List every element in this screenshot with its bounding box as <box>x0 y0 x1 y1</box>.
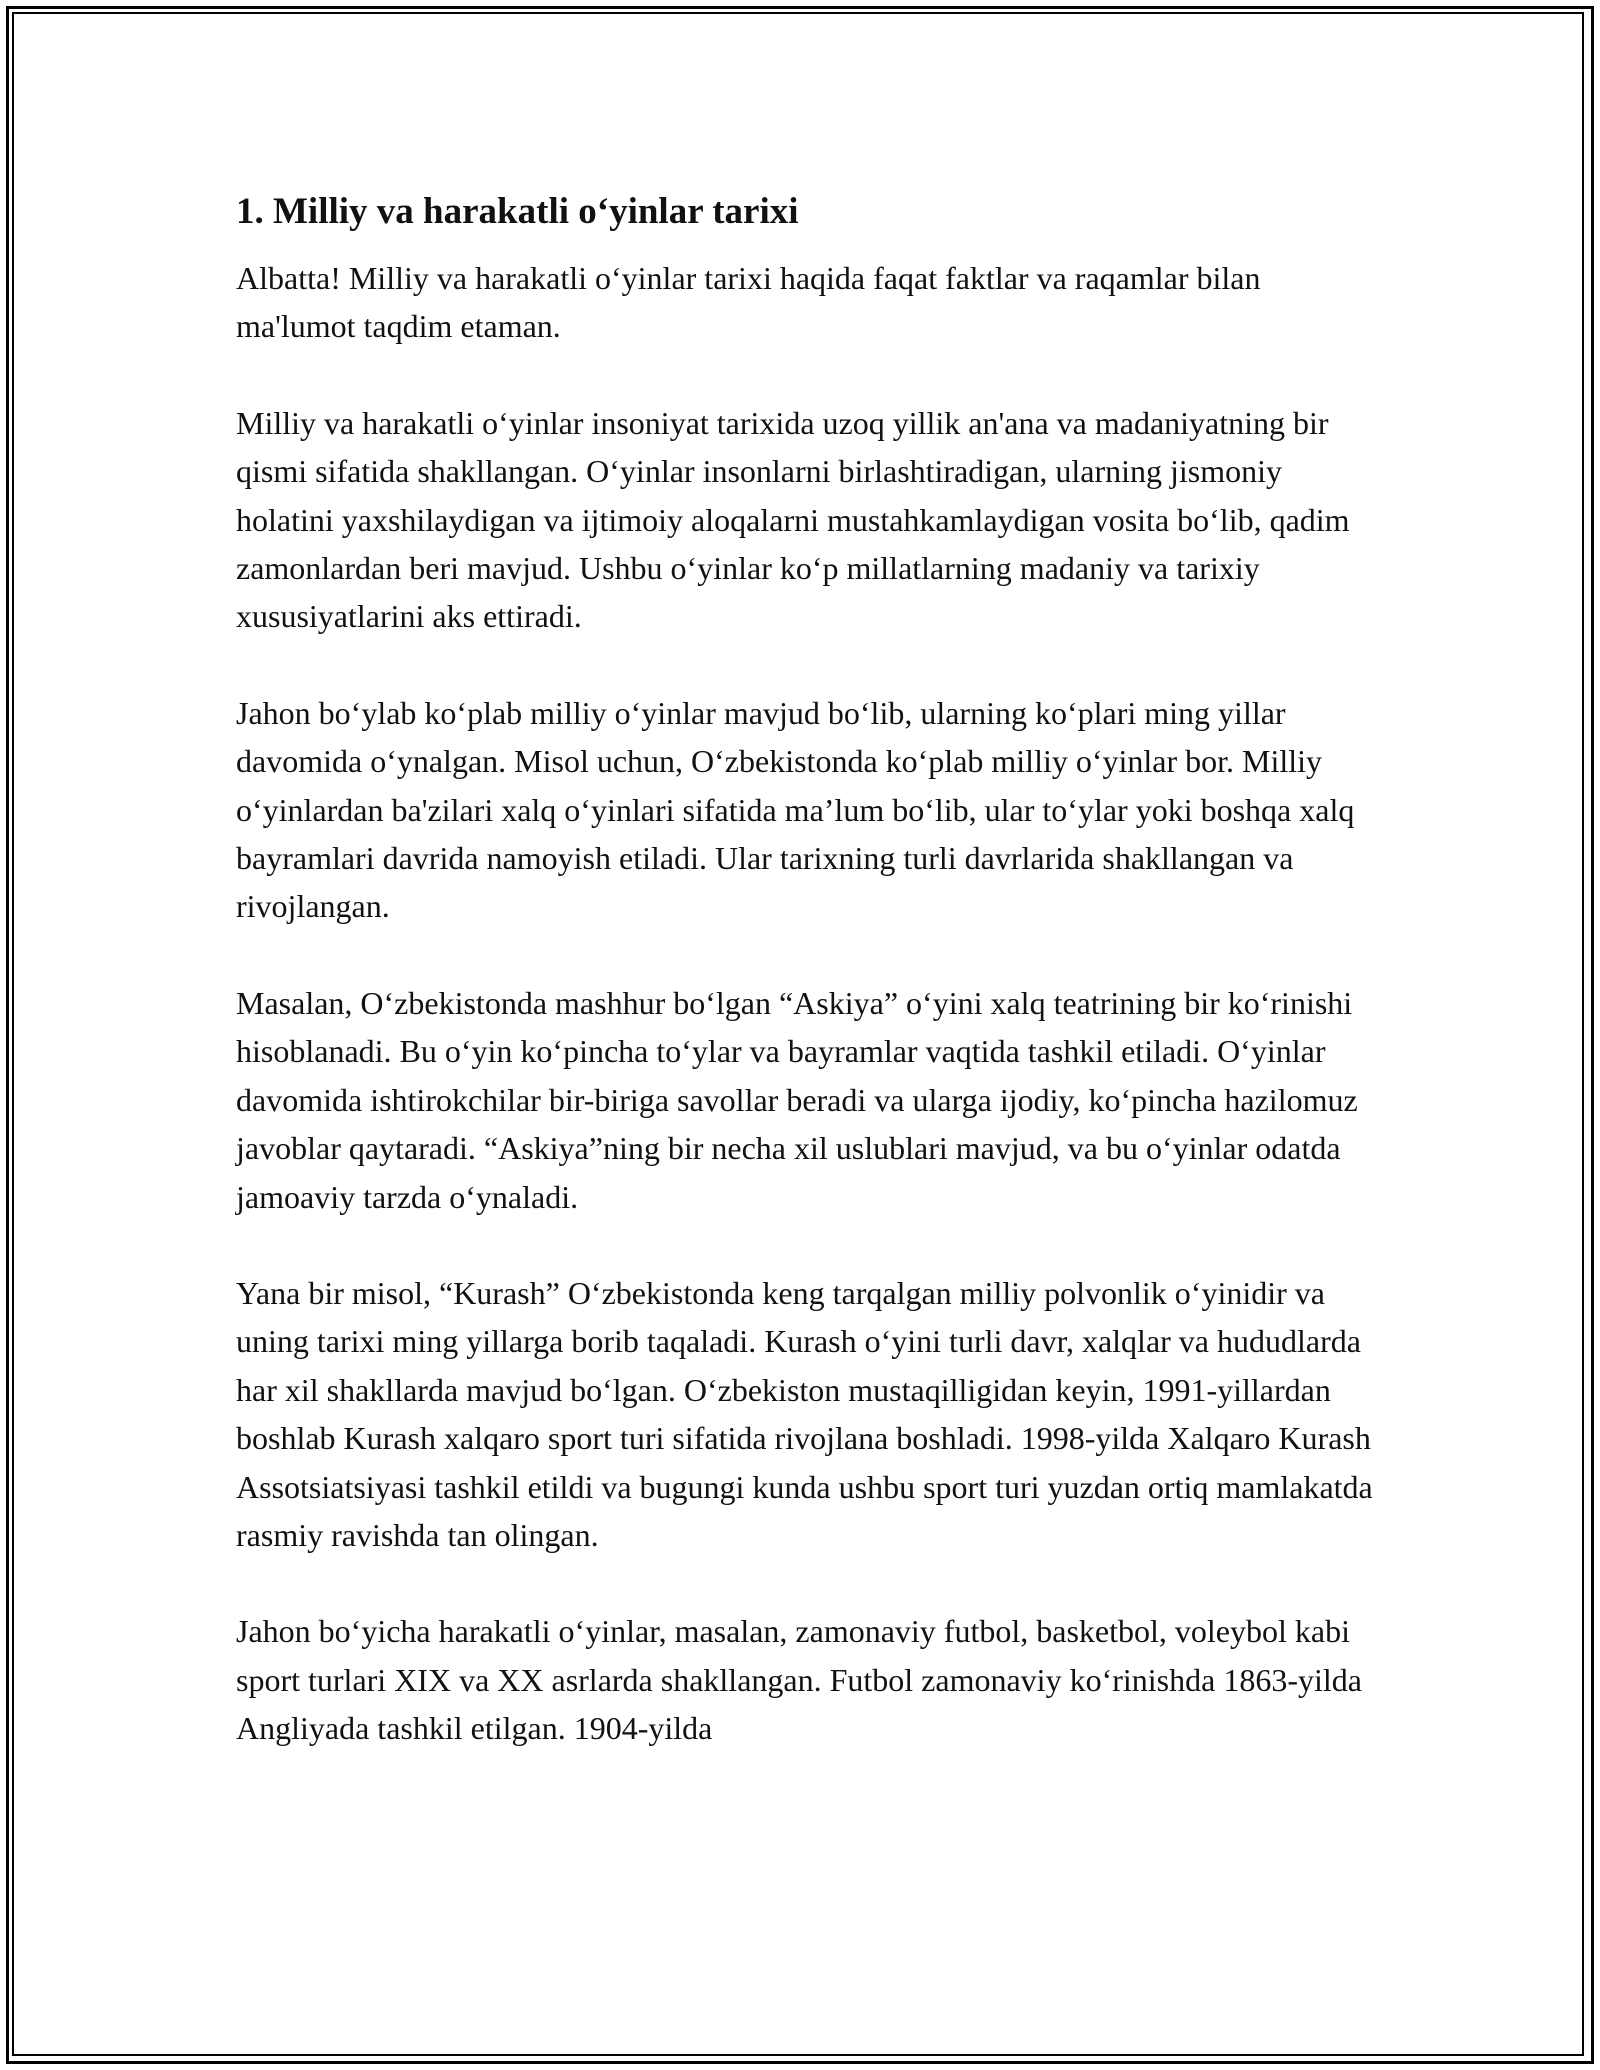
paragraph-askiya: Masalan, O‘zbekistonda mashhur bo‘lgan “Askiya” o‘yini xalq teatrining bir ko‘rinishi hisoblanadi. Bu o‘yin ko‘pincha to‘ylar va bayramlar vaqtida tashkil etiladi. O‘yinlar davomida ishtirokchilar bir-biriga savollar beradi va ularga ijodiy, ko‘pincha hazilomuz javoblar qaytaradi. “Askiya”ning bir necha xil uslublari mavjud, va bu o‘yinlar odatda jamoaviy tarzda o‘ynaladi. <box>236 984 1358 1215</box>
paragraph-national-games: Jahon bo‘ylab ko‘plab milliy o‘yinlar mavjud bo‘lib, ularning ko‘plari ming yillar davomida o‘ynalgan. Misol uchun, O‘zbekistonda ko‘plab milliy o‘yinlar bor. Milliy o‘yinlardan ba'zilari xalq o‘yinlari sifatida ma’lum bo‘lib, ular to‘ylar yoki boshqa xalq bayramlari davrida namoyish etiladi. Ular tarixning turli davrlarida shakllangan va rivojlangan. <box>236 694 1355 925</box>
paragraph-modern-sports: Jahon bo‘yicha harakatli o‘yinlar, masalan, zamonaviy futbol, basketbol, voleybol kabi sport turlari XIX va XX asrlarda shakllangan. Futbol zamonaviy ko‘rinishda 1863-yilda Angliyada tashkil etilgan. 1904-yilda <box>236 1613 1362 1747</box>
paragraph-intro: Albatta! Milliy va harakatli o‘yinlar tarixi haqida faqat faktlar va raqamlar bilan ma'lumot taqdim etaman. <box>236 260 1261 345</box>
paragraph-history: Milliy va harakatli o‘yinlar insoniyat tarixida uzoq yillik an'ana va madaniyatning bir qismi sifatida shakllangan. O‘yinlar insonlarni birlashtiradigan, ularning jismoniy holatini yaxshilaydigan va ijtimoiy aloqalarni mustahkamlaydigan vosita bo‘lib, qadim zamonlardan beri mavjud. Ushbu o‘yinlar ko‘p millatlarning madaniy va tarixiy xususiyatlarini aks ettiradi. <box>236 404 1350 635</box>
document-body <box>236 188 1386 1753</box>
paragraph-kurash: Yana bir misol, “Kurash” O‘zbekistonda keng tarqalgan milliy polvonlik o‘yinidir va uning tarixi ming yillarga borib taqaladi. Kurash o‘yini turli davr, xalqlar va hududlarda har xil shakllarda mavjud bo‘lgan. O‘zbekiston mustaqilligidan keyin, 1991-yillardan boshlab Kurash xalqaro sport turi sifatida rivojlana boshladi. 1998-yilda Xalqaro Kurash Assotsiatsiyasi tashkil etildi va bugungi kunda ushbu sport turi yuzdan ortiq mamlakatda rasmiy ravishda tan olingan. <box>236 1274 1373 1553</box>
section-heading: 1. Milliy va harakatli o‘yinlar tarixi <box>236 191 799 232</box>
